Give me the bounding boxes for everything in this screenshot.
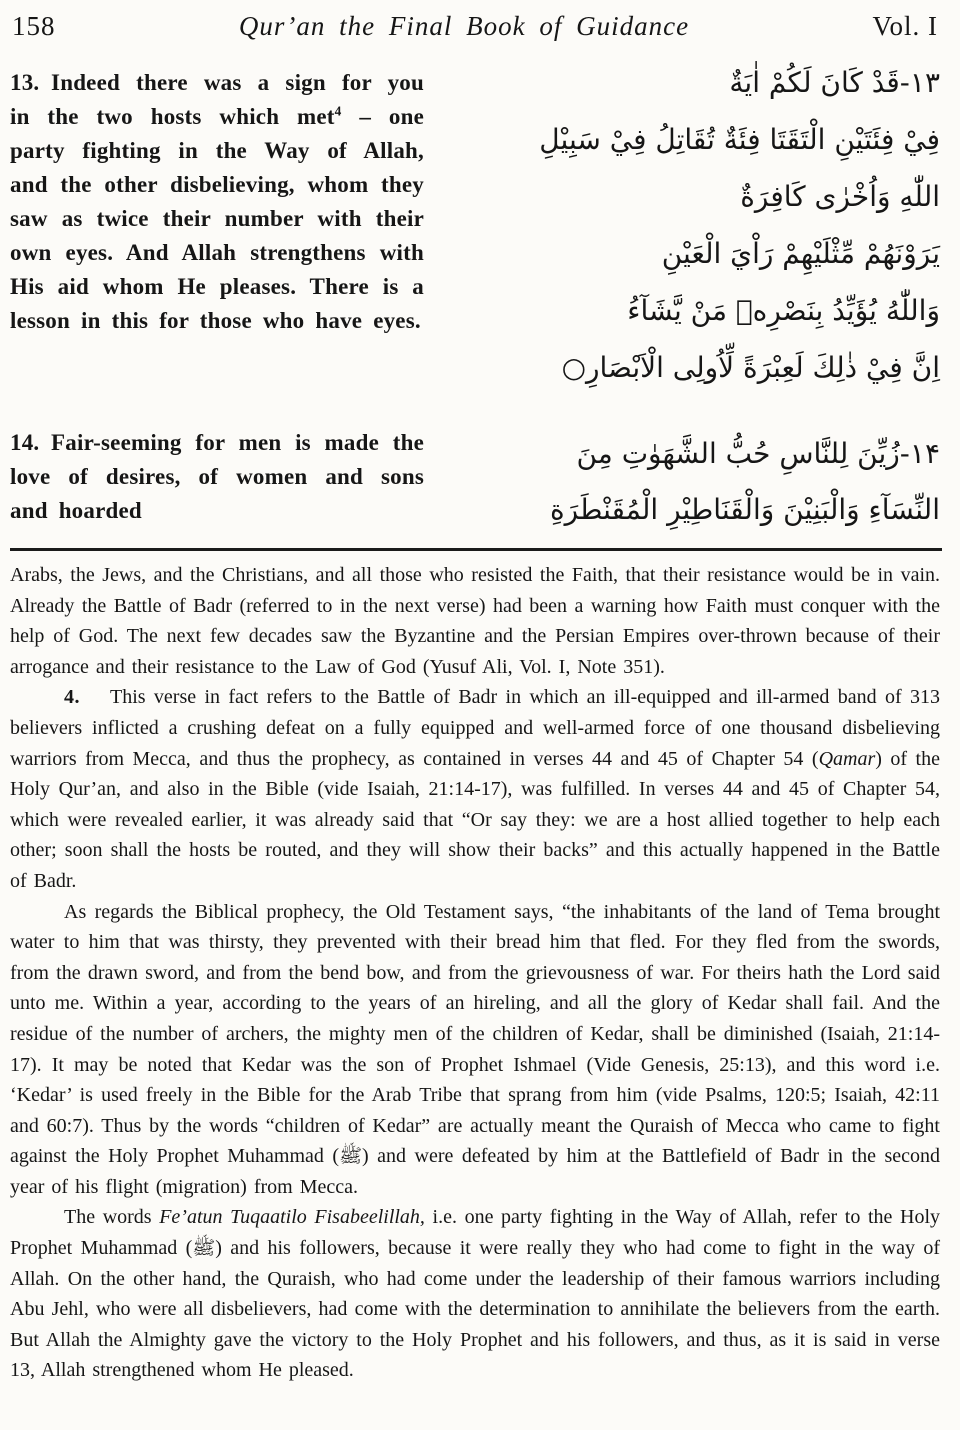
- arabic-line: فِيْ فِئَتَيْنِ الْتَقَتَا فِئَةٌ تُقَاتِلُ فِيْ سَبِيْلِ: [539, 123, 940, 156]
- book-title: Qur’an the Final Book of Guidance: [238, 11, 690, 41]
- arabic-line: ۱۴-زُيِّنَ لِلنَّاسِ حُبُّ الشَّهَوٰتِ مِنَ: [576, 437, 940, 470]
- page-number: 158: [12, 11, 56, 41]
- verse-13-arabic: [492, 54, 944, 396]
- verse-14-english-text: 14. Fair-seeming for men is made the love of desires, of women and sons and hoarded: [10, 430, 424, 523]
- footnote-paragraph: The words Fe’atun Tuqaatilo Fisabeelillah, i.e. one party fighting in the Way of Allah, refer to the Holy Prophet Muhammad (ﷺ) and his followers, because it were really they who had come to fight in the way of Allah. On the other hand, the Quraish, who had come under the leadership of their famous warriors including Abu Jehl, who were all disbelievers, had come with the determination to annihilate the believers from the earth. But Allah the Almighty gave the victory to the Holy Prophet and his followers, and thus, as it is said in verse 13, Allah strengthened whom He pleased.: [10, 1206, 940, 1382]
- page-header: [10, 6, 944, 54]
- volume-label: Vol. I: [872, 11, 938, 41]
- verse-14-english: [10, 426, 424, 528]
- arabic-line: اِنَّ فِيْ ذٰلِكَ لَعِبْرَةً لِّاُولِى الْاَبْصَارِ○: [561, 351, 940, 384]
- footnote-paragraph: 4. This verse in fact refers to the Battle of Badr in which an ill-equipped and ill-armed band of 313 believers inflicted a crushing defeat on a fully equipped and well-armed force of one thousand disbelieving warriors from Mecca, and thus the prophecy, as contained in verses 44 and 45 of Chapter 54 (Qamar) of the Holy Qur’an, and also in the Bible (vide Isaiah, 21:14-17), was fulfilled. In verses 44 and 45 of Chapter 54, which were revealed earlier, it was already said that “Or say they: we are a host allied together to help each other; soon shall the hosts be routed, and they will show their backs” and this actually happened in the Battle of Badr.: [10, 686, 940, 892]
- arabic-line: ۱۳-قَدْ كَانَ لَكُمْ اٰيَةٌ: [729, 66, 940, 99]
- verse-13-english: [10, 66, 424, 338]
- verse-14-row: [10, 426, 944, 538]
- verse-13-english-text: 13. Indeed there was a sign for you in the two hosts which met$^4$ – one party fighting in the Way of Allah, and the other disbelieving, whom they saw as twice their number with their own eyes. And Allah strengthens with His aid whom He pleases. There is a lesson in this for those who have eyes.: [10, 70, 424, 333]
- arabic-line: وَاللّٰهُ يُؤَيِّدُ بِنَصْرِهٖ مَنْ يَّشَآءُ: [627, 294, 940, 327]
- footnote-paragraph: As regards the Biblical prophecy, the Old Testament says, “the inhabitants of the land of Tema brought water to him that was thirsty, they prevented with their bread him that fled. For they fled from the swords, from the drawn sword, and from the bend bow, and from the grievousness of war. For theirs hath the Lord said unto me. Within a year, according to the years of an hireling, and all the glory of Kedar shall fail. And the residue of the number of archers, the mighty men of the children of Kedar, shall be diminished (Isaiah, 21:14-17). It may be noted that Kedar was the son of Prophet Ishmael (Vide Genesis, 25:13), and this word i.e. ‘Kedar’ is used freely in the Bible for the Arab Tribe that sprang from him (vide Psalms, 120:5; Isaiah, 42:11 and 60:7). Thus by the words “children of Kedar” are actually meant the Quraish of Mecca who came to fight against the Holy Prophet Muhammad (ﷺ) and were defeated by him at the Battlefield of Badr in the second year of his flight (migration) from Mecca.: [10, 900, 940, 1198]
- arabic-line: اللّٰهِ وَاُخْرٰى كَافِرَةٌ: [740, 180, 940, 213]
- section-divider: [10, 548, 942, 551]
- arabic-line: يَرَوْنَهُمْ مِّثْلَيْهِمْ رَاْيَ الْعَيْنِ: [661, 237, 940, 270]
- verse-14-arabic: [492, 426, 944, 538]
- footnote-paragraph: Arabs, the Jews, and the Christians, and all those who resisted the Faith, that their resistance would be in vain. Already the Battle of Badr (referred to in the next verse) had been a warning how Faith must conquer with the help of God. The next few decades saw the Byzantine and the Persian Empires over-thrown because of their arrogance and their resistance to the Law of God (Yusuf Ali, Vol. I, Note 351).: [10, 564, 940, 678]
- verse-13-row: [10, 54, 944, 396]
- footnotes-section: [10, 560, 944, 1386]
- arabic-line: النِّسَآءِ وَالْبَنِيْنَ وَالْقَنَاطِيْرِ الْمُقَنْطَرَةِ: [550, 493, 940, 526]
